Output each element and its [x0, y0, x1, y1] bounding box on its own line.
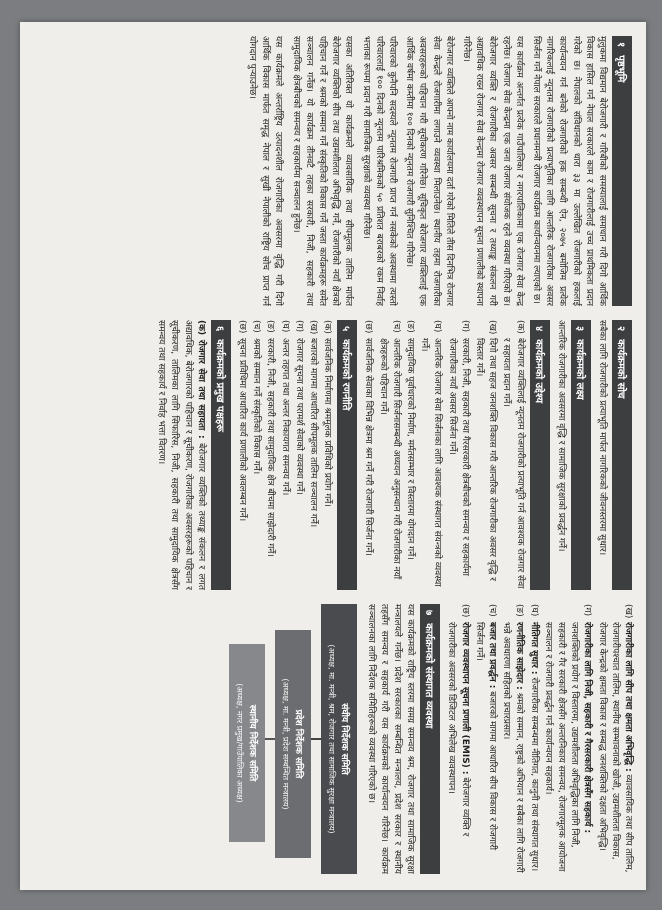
section-header-institutional	[420, 604, 440, 874]
list-item	[306, 320, 319, 590]
item-key: (छ)	[363, 320, 374, 334]
item-key: (ग)	[582, 604, 593, 617]
item-text: सरकारी, निजी, सहकारी तथा गैरसरकारी क्षेत्रबीचको समन्वय र सहकार्यमा रोजगारीका नयाँ अवसर सिर्जना गर्ने।	[446, 338, 470, 577]
org-box-title: स्थानीय निर्देशक समिति	[247, 704, 258, 782]
list-item	[375, 320, 401, 590]
section-title: पृष्ठभूमि	[615, 55, 626, 83]
section-header-goal	[571, 320, 591, 590]
item-text: आन्तरिक रोजगार सेवा सिर्जनाका लागि आवश्यक संस्थागत संयन्त्रको व्यवस्था गर्ने।	[419, 338, 443, 587]
item-key: (च)	[390, 320, 401, 333]
background-paragraph-4: परिवारको कुनैपनि सदस्यले न्यूनतम रोजगारी प्राप्त गर्न नसकेको अवस्थामा त्यस्तो परिवारलाई १०० दिनको न्यूनतम पारिश्रमिकको ५० प्रतिशत बराबरको रकम निर्वाह भत्ताका रूपमा प्रदान गरी सामाजिक सुरक्षाको व्यवस्था गरिनेछ।	[360, 36, 397, 306]
background-paragraph-5: यसका अतिरिक्त यो कार्यक्रमले व्यावसायिक तथा सीपमूलक तालिम मार्फत बेरोजगार व्यक्तिको सीप तथा उद्यमशीलता अभिवृद्धि गर्ने, रोजगारीको नयाँ क्षेत्रको पहिचान गर्ने र श्रमको सम्मान गर्ने संस्कृतिको विकास गर्ने जस्ता कार्यक्रमहरू समेत सञ्चालन गर्नेछ। यो कार्यक्रम तीनवटै तहका सरकारी, निजी, सहकारी तथा सामुदायिक क्षेत्रबीचको समन्वय र सहकार्यमा सञ्चालन हुनेछ।	[290, 36, 354, 306]
org-box-province	[275, 630, 311, 858]
item-key: (ङ)	[514, 604, 525, 617]
org-box-title: संघीय निर्देशक समिति	[339, 703, 350, 775]
item-text: अन्तर तहगत तथा अन्तर निकायगत समन्वय गर्ने।	[279, 338, 290, 496]
org-box-federal	[321, 604, 357, 874]
item-text: दिगो तथा सहज जनशक्ति विकास गरी आन्तरिक रोजगारीका अवसर वृद्धि र विस्तार गर्ने।	[473, 338, 498, 581]
key-aspect-a	[154, 320, 207, 590]
item-key: (छ)	[236, 320, 247, 334]
key-aspect-text: बेरोजगार व्यक्तिको तथ्याङ्क संकलन र लगत अद्यावधिक, बेरोजगारको पहिचान र सूचीकरण, रोजगारीका अवसरहरूको पहिचान र सूचीकरण, तालिमका लागि सिफारिस, निजी, सहकारी तथा सामुदायिक क्षेत्रसँग समन्वय तथा सहकार्य र निर्वाह भत्ता वितरण।	[156, 320, 206, 590]
section-title: कार्यक्रमको उद्देश्य	[532, 339, 544, 404]
item-text: सूचना प्रविधिमा आधारित कार्य प्रणालीको अवलम्बन गर्ने।	[236, 338, 247, 522]
item-lead: रोजगारीका लागि सीप तथा क्षमता अभिवृद्धि :	[623, 622, 633, 772]
section-header-key-aspects	[211, 320, 231, 590]
item-text: श्रमको सम्मान गर्ने संस्कृतिको विकास गर्ने।	[251, 338, 262, 475]
background-paragraph-3: बेरोजगार व्यक्तिले आफ्नो नाम कार्यालयमा दर्ता गरेको मितिले तीस दिनभित्र रोजगार सेवा केन्द्रले रोजगारीमा लगाउने व्यवस्था मिलाउनेछ। स्थानीय तहमा रोजगारीका अवसरहरूको पहिचान गरी सूचीकरण गरिनेछ। सूचिकृत बेरोजगार व्यक्तिलाई एक आर्थिक वर्षमा कम्तीमा १०० दिनको न्यूनतम रोजगारी सुनिश्चित गरिनेछ।	[404, 36, 454, 306]
list-item	[594, 604, 634, 874]
list-item	[417, 320, 443, 590]
list-item	[235, 320, 248, 590]
section-header-strategy	[337, 320, 357, 590]
section-number: ४	[532, 326, 544, 332]
section-title: कार्यक्रमको सोच	[615, 339, 626, 399]
item-key: (ख)	[623, 604, 633, 619]
list-item	[292, 320, 305, 590]
section-number: २	[615, 326, 626, 332]
section-title: कार्यक्रमको लक्ष्य	[573, 339, 585, 400]
section-number: ७	[423, 610, 435, 616]
background-paragraph-1: मुलुकमा विद्यमान बेरोजगारी र गरिबीको समस्यालाई समाधान गरी दिगो आर्थिक विकास हासिल गर्न नेपाल सरकारले काम र रोजगारीलाई उच्च प्राथमिकता प्रदान गरेको छ। नेपालको संविधानको धारा ३३ मा उल्लेखित रोजगारीको हकलाई कार्यान्वयन गर्न बनेको रोजगारीको हक सम्बन्धी ऐन, २०७५ बमोजिम प्रत्येक नागरिकलाई न्यूनतम रोजगारीको प्रत्याभूतिका लागि आन्तरिक रोजगारीका अवसर सिर्जना गर्ने नेपाल सरकारले प्रधानमन्त्री रोजगार कार्यक्रम कार्यान्वयनमा ल्याएको छ।	[530, 36, 607, 306]
list-item	[444, 604, 470, 874]
column-program-details	[32, 320, 634, 590]
section-number: ५	[340, 326, 352, 332]
list-item	[499, 604, 525, 874]
section-number: १	[615, 42, 626, 48]
item-key: (ग)	[459, 320, 470, 333]
objectives-list	[361, 320, 525, 590]
item-key: (क)	[514, 320, 525, 334]
vision-text: सबैका लागि रोजगारीको प्रत्याभूति मार्फत नागरिकको जीवनस्तरमा सुधार।	[597, 320, 607, 556]
item-text: रोजगार सूचना तथा परामर्श सेवाको व्यवस्था गर्ने।	[293, 338, 304, 495]
list-item	[403, 320, 416, 590]
key-aspect-lead: (क) रोजगार सेवा तथा सहायता :	[195, 320, 206, 439]
item-text: व्यावसायिक तथा सीप तालिम, रोजगारीपश्चात तालिम, स्थानीय सम्भावनाको खोजी, उद्यमशीलता विकास, रोजगार केन्द्रको क्षमता विकास र सम्बद्ध जनशक्तिको दक्षता अभिवृद्धि।	[596, 622, 633, 873]
item-text: सामुदायिक पूर्वाधारको निर्माण, मर्मतसम्भार र विस्तारमा योगदान गर्ने।	[404, 338, 415, 560]
item-lead: नीतिगत सुधार :	[528, 622, 539, 675]
section-number: ६	[213, 326, 225, 332]
item-key: (ख)	[487, 320, 498, 335]
rotated-content	[20, 22, 646, 890]
item-key: (क)	[322, 320, 333, 334]
item-text: बेरोजगार व्यक्तिलाई न्यूनतम रोजगारीको प्रत्याभूति गर्न आवश्यक रोजगार सेवा र सहायता प्रदान गर्ने।	[501, 338, 525, 589]
list-item	[249, 320, 262, 590]
list-item	[541, 604, 594, 874]
org-connector	[311, 738, 321, 740]
item-lead: रोजगार व्यवस्थापन सूचना प्रणाली (EMIS) :	[459, 622, 470, 775]
list-item	[444, 320, 470, 590]
item-text: आन्तरिक रोजगारी सिर्जनासम्बन्धी अध्ययन अनुसन्धान गरी रोजगारीका नयाँ क्षेत्रहरूको पहिचान गर्ने।	[377, 338, 401, 580]
item-key: (ख)	[307, 320, 318, 335]
item-text: सार्वजनिक सेवाका विभिन्न क्षेत्रमा श्रम गर्ने गरी रोजगारी सिर्जना गर्ने।	[363, 338, 374, 556]
org-box-subtitle: (अध्यक्ष, नगर प्रमुख/गाउँपालिका अध्यक्ष)	[235, 683, 245, 803]
column-background	[32, 36, 634, 306]
item-text: सरकारी, निजी, सहकारी तथा सामुदायिक क्षेत्र बीचमा साझेदारी गर्ने।	[265, 338, 276, 557]
list-item	[472, 604, 498, 874]
item-key: (च)	[251, 320, 262, 333]
list-item	[472, 320, 498, 590]
item-text: बजारको मागमा आधारित सीपमूलक तालिम सञ्चालन गर्ने।	[307, 338, 318, 528]
background-paragraph-6: यस कार्यक्रमले अन्तर्राष्ट्रिय उत्पादनशील रोजगारीका अवसरमा वृद्धि गरी दिगो आर्थिक विकास मार्फत समृद्ध नेपाल र सुखी नेपालीको राष्ट्रिय सोच प्राप्त गर्न योगदान पुऱ्याउनेछ।	[246, 36, 284, 306]
org-box-title: प्रदेश निर्देशक समिति	[293, 709, 304, 779]
section-title: कार्यक्रमको रणनीति	[340, 339, 352, 411]
org-chart	[229, 604, 357, 874]
item-key: (घ)	[279, 320, 290, 333]
section-header-objectives	[530, 320, 550, 590]
list-item	[526, 604, 539, 874]
section-title: कार्यक्रमको संस्थागत व्यवस्था	[423, 623, 435, 729]
background-paragraph-2: यस कार्यक्रम अन्तर्गत प्रत्येक गाउँपालिका र नगरपालिकामा एक रोजगार सेवा केन्द्र रहनेछ। रोजगार सेवा केन्द्रमा एक जना रोजगार संयोजक रहने व्यवस्था गरिएको छ। बेरोजगार व्यक्ति र रोजगारीका अवसर सम्बन्धी सूचना र तथ्याङ्क संकलन गरी अद्यावधिक राख्न रोजगार सेवा केन्द्रमा रोजगार व्यवस्थापन सूचना प्रणालीको स्थापना गरिनेछ।	[460, 36, 524, 306]
section-number: ३	[573, 326, 585, 332]
item-text: बेरोजगार व्यक्ति र रोजगारीका अवसरको डिजिटल अभिलेख व्यवस्थापन।	[446, 622, 470, 837]
key-aspects-list	[444, 604, 634, 874]
item-key: (छ)	[459, 604, 470, 618]
item-text: जनशक्तिको प्रयोग र विस्तारमा, उद्यमशीलता अभिवृद्धिका लागि निजी, सहकारी र गैर सरकारी क्षेत्रसँग अन्तरनिकाय समन्वय, रोजगारमूलक आयोजना सञ्चालन र रोजगारी प्रवर्द्धन गर्न कार्यान्वयन सहकार्य।	[542, 622, 580, 872]
goal-text: आन्तरिक रोजगारीका अवसरमा वृद्धि र सामाजिक सुरक्षाको प्रवर्द्धन गर्ने।	[555, 320, 566, 552]
item-key: (ङ)	[404, 320, 415, 333]
item-text: बजारको मागमा आधारित सीप विकास र रोजगारी सिर्जना गर्ने।	[473, 622, 497, 851]
list-item	[263, 320, 276, 590]
item-key: (ङ)	[265, 320, 276, 333]
item-lead: रणनीतिक साझेदार :	[514, 622, 525, 690]
org-connector	[265, 738, 275, 740]
scanned-brochure	[20, 22, 646, 890]
org-box-subtitle: (अध्यक्ष, मा. मन्त्री, श्रम, रोजगार तथा सामाजिक सुरक्षा मन्त्रालय)	[327, 644, 337, 834]
org-box-local	[229, 644, 265, 842]
item-text: सार्वजनिक निर्माणमा श्रममूलक प्रविधिको प्रयोग गर्ने।	[322, 338, 333, 507]
section-header-background	[612, 36, 632, 306]
item-key: (ग)	[293, 320, 304, 333]
strategy-list	[235, 320, 333, 590]
item-text: श्रमको सम्मान, राष्ट्रको अभियान र सबैका लागि रोजगारी भन्ने अवधारणा सहितको प्रचारप्रसार।	[501, 622, 525, 873]
item-key: (च)	[486, 604, 497, 617]
list-item	[361, 320, 374, 590]
item-text: रोजगारीका सम्बन्धमा नीतिगत, कानुनी तथा संस्थागत सुधार।	[528, 677, 539, 872]
item-key: (घ)	[528, 604, 539, 617]
org-box-subtitle: (अध्यक्ष, मा. मन्त्री, प्रदेश सम्बन्धित मन्त्रालय)	[281, 678, 291, 810]
item-lead: बजार तथा प्रवर्द्धन :	[486, 622, 497, 689]
item-key: (घ)	[432, 320, 443, 333]
item-lead: रोजगारीका लागि निजी, सहकारी र गैरसरकारी क्षेत्रसँग सहकार्य :	[582, 622, 593, 834]
list-item	[277, 320, 290, 590]
institutional-text: यस कार्यक्रमको राष्ट्रिय स्तरमा समग्र समन्वय श्रम, रोजगार तथा सामाजिक सुरक्षा मन्त्रालयले गर्नेछ। प्रदेश सरकारका सम्बन्धित मन्त्रालय, प्रदेश सरकार र स्थानीय तहसँग समन्वय र सहकार्य गरी यस कार्यक्रमको कार्यान्वयन गरिनेछ। कार्यक्रम सञ्चालनका लागि निर्देशक समितिहरूको व्यवस्था गरिएको छ।	[365, 604, 416, 874]
section-header-vision	[612, 320, 632, 590]
list-item	[499, 320, 525, 590]
column-aspects-and-structure	[32, 604, 634, 874]
list-item	[320, 320, 333, 590]
section-title: कार्यक्रमको प्रमुख पक्षहरू	[213, 339, 225, 432]
